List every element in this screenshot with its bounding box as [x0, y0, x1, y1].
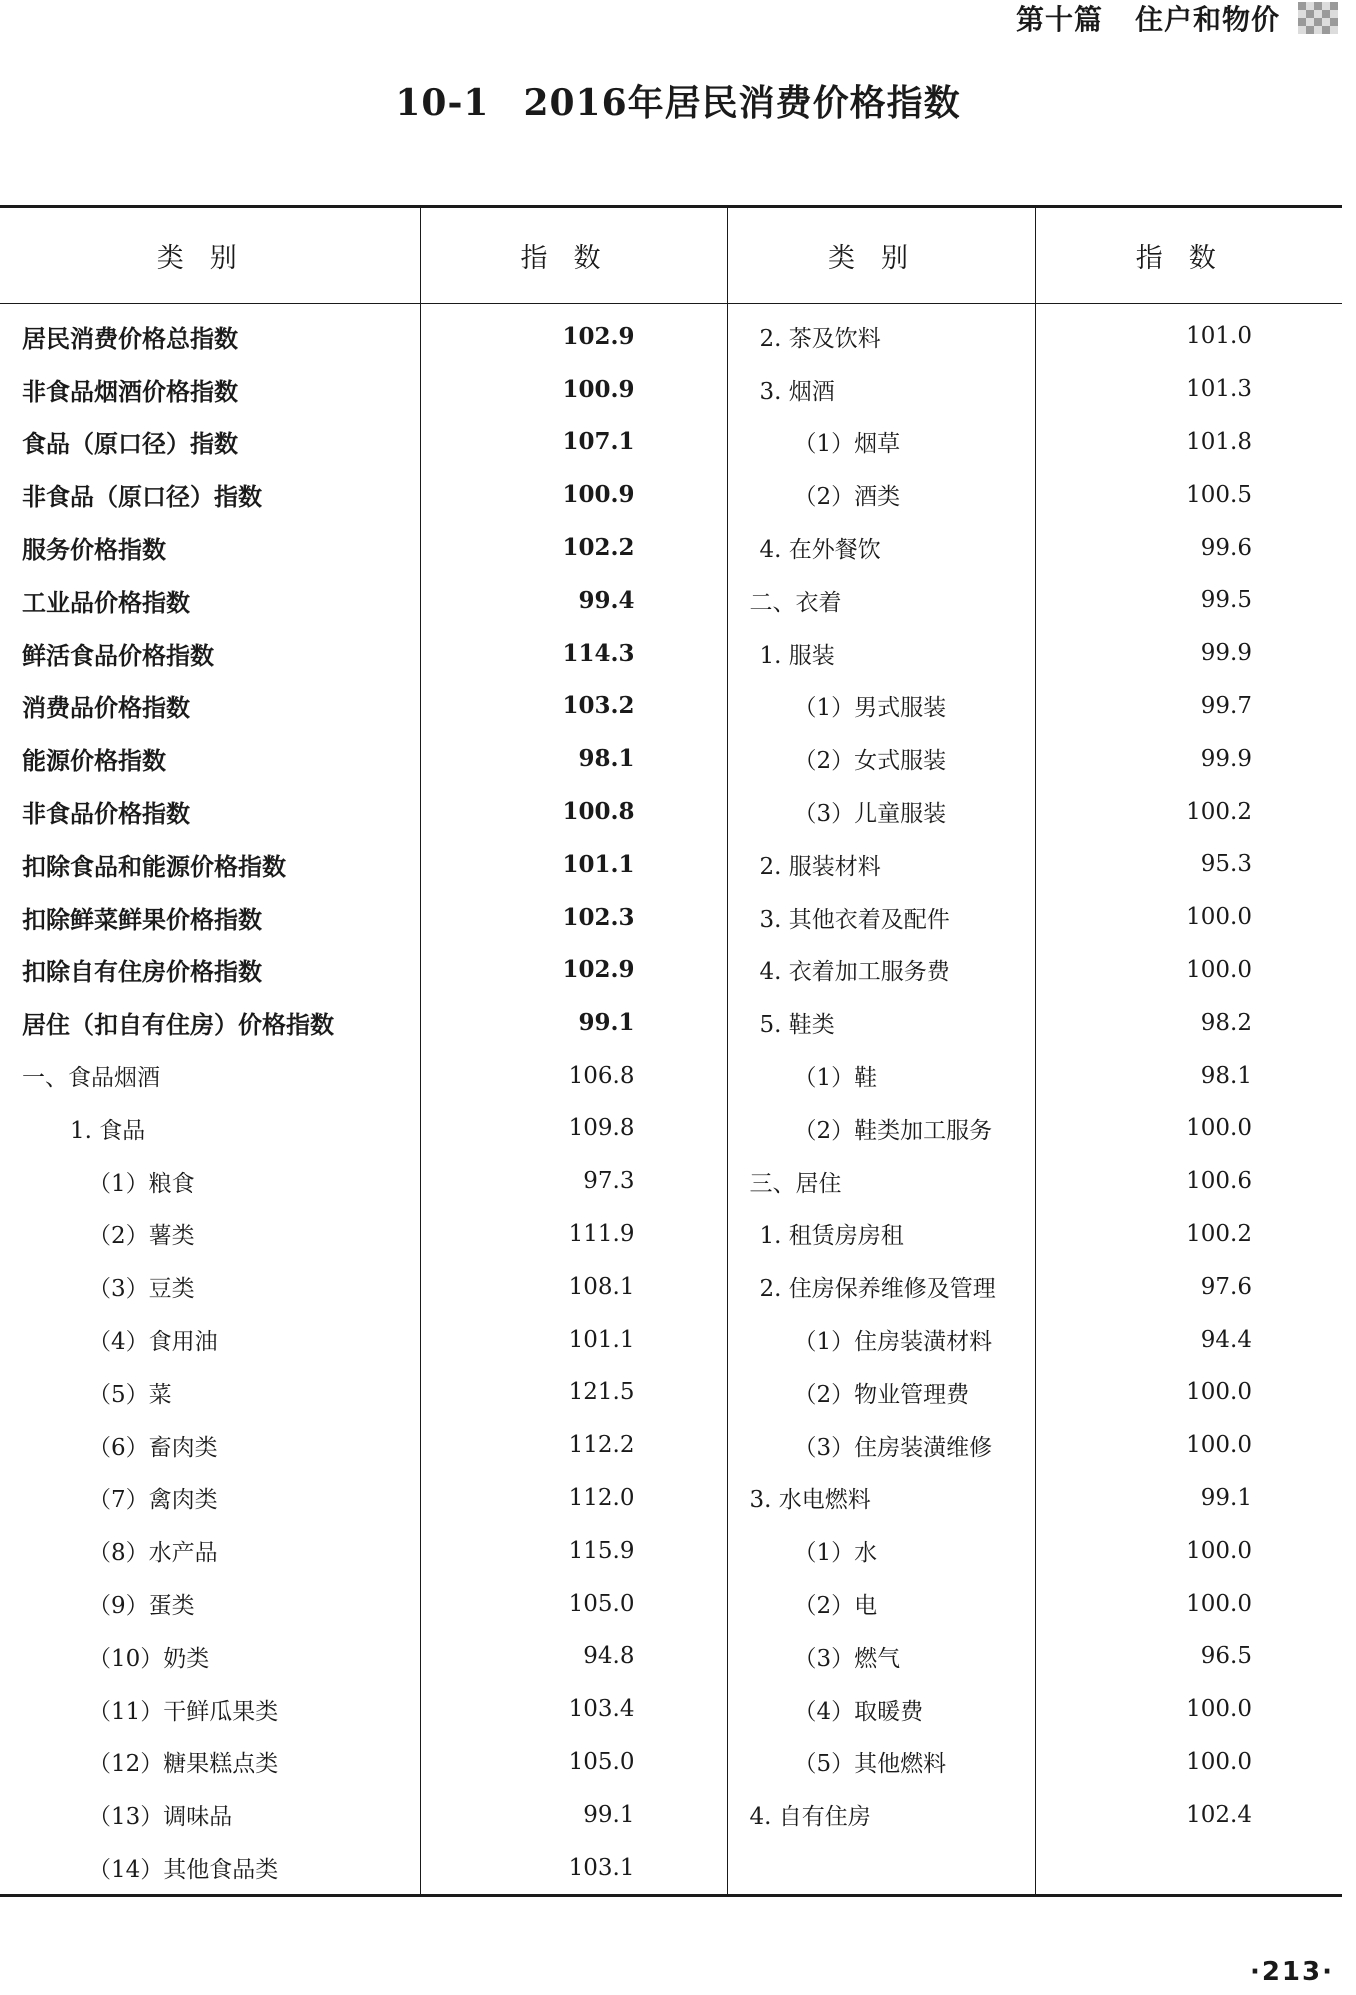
left-category-cell: （5）菜: [0, 1366, 420, 1419]
checker-decoration-icon: [1298, 2, 1338, 34]
left-category-cell: 服务价格指数: [0, 521, 420, 574]
right-category-cell: （2）鞋类加工服务: [727, 1102, 1035, 1155]
left-index-cell: 105.0: [420, 1577, 727, 1630]
left-category-cell: 能源价格指数: [0, 732, 420, 785]
left-index-cell: 107.1: [420, 416, 727, 469]
table-row: [0, 1683, 1342, 1736]
left-category-cell: （4）食用油: [0, 1313, 420, 1366]
right-category-cell: 3. 其他衣着及配件: [727, 891, 1035, 944]
left-index-cell: 109.8: [420, 1102, 727, 1155]
right-category-cell: （1）水: [727, 1524, 1035, 1577]
right-index-cell: 102.4: [1186, 1801, 1252, 1828]
left-index-cell: 102.2: [420, 521, 727, 574]
left-category-cell: 1. 食品: [0, 1102, 420, 1155]
right-category-cell: （3）儿童服装: [727, 785, 1035, 838]
right-category-cell: （2）物业管理费: [727, 1366, 1035, 1419]
right-category-cell: 1. 租赁房房租: [727, 1208, 1035, 1261]
right-index-cell: 100.0: [1186, 1590, 1252, 1617]
table-row: [0, 1102, 1342, 1155]
left-category-cell: 一、食品烟酒: [0, 1049, 420, 1102]
left-index-cell: 106.8: [420, 1049, 727, 1102]
left-index-cell: 94.8: [420, 1630, 727, 1683]
right-category-cell: （5）其他燃料: [727, 1736, 1035, 1789]
left-category-cell: 工业品价格指数: [0, 574, 420, 627]
right-category-cell: 三、居住: [727, 1155, 1035, 1208]
right-index-cell: 101.0: [1186, 323, 1252, 350]
right-category-cell: 2. 茶及饮料: [727, 304, 1035, 363]
right-category-cell: （1）住房装潢材料: [727, 1313, 1035, 1366]
right-index-cell: 100.0: [1186, 904, 1252, 931]
section-header-text: [1016, 0, 1280, 38]
left-category-cell: 非食品（原口径）指数: [0, 468, 420, 521]
left-index-cell: 111.9: [420, 1208, 727, 1261]
table-row: [0, 732, 1342, 785]
page-number: ·213·: [1249, 1957, 1334, 1987]
right-category-cell: 2. 住房保养维修及管理: [727, 1260, 1035, 1313]
right-category-cell: 3. 水电燃料: [727, 1472, 1035, 1525]
right-category-cell: （1）鞋: [727, 1049, 1035, 1102]
table-row: [0, 627, 1342, 680]
table-row: [0, 891, 1342, 944]
left-category-cell: 扣除食品和能源价格指数: [0, 838, 420, 891]
table-row: [0, 1524, 1342, 1577]
table-row: [0, 1313, 1342, 1366]
left-category-cell: 非食品烟酒价格指数: [0, 363, 420, 416]
left-index-cell: 102.9: [420, 304, 727, 363]
left-index-cell: 105.0: [420, 1736, 727, 1789]
left-category-cell: （12）糖果糕点类: [0, 1736, 420, 1789]
right-index-cell: 100.5: [1186, 481, 1252, 508]
right-index-cell: 100.0: [1186, 956, 1252, 983]
right-index-cell: 99.7: [1200, 692, 1252, 719]
table-row: [0, 1577, 1342, 1630]
left-index-cell: 97.3: [420, 1155, 727, 1208]
chapter-label: 第十篇: [1015, 3, 1103, 36]
right-index-cell: 98.2: [1200, 1009, 1252, 1036]
section-header: [1016, 0, 1338, 36]
left-index-cell: 101.1: [420, 838, 727, 891]
right-index-cell: 100.0: [1186, 1115, 1252, 1142]
left-index-cell: 102.3: [420, 891, 727, 944]
left-index-cell: 99.1: [420, 996, 727, 1049]
table-row: [0, 1208, 1342, 1261]
left-category-cell: 扣除自有住房价格指数: [0, 944, 420, 997]
left-index-cell: 100.9: [420, 363, 727, 416]
left-index-cell: 115.9: [420, 1524, 727, 1577]
right-category-cell: 4. 自有住房: [727, 1788, 1035, 1841]
right-category-cell: （3）燃气: [727, 1630, 1035, 1683]
left-index-cell: 121.5: [420, 1366, 727, 1419]
left-index-cell: 98.1: [420, 732, 727, 785]
right-index-cell: 95.3: [1200, 851, 1252, 878]
price-index-table: [0, 205, 1342, 1897]
right-category-cell: （2）女式服装: [727, 732, 1035, 785]
right-category-cell: 5. 鞋类: [727, 996, 1035, 1049]
left-index-cell: 100.9: [420, 468, 727, 521]
right-index-cell: 101.3: [1186, 376, 1252, 403]
page-title: [0, 75, 1356, 126]
right-category-cell: 2. 服装材料: [727, 838, 1035, 891]
right-category-cell: （2）酒类: [727, 468, 1035, 521]
table-row: [0, 1366, 1342, 1419]
table-row: [0, 680, 1342, 733]
table-row: [0, 1472, 1342, 1525]
right-category-cell: 4. 衣着加工服务费: [727, 944, 1035, 997]
right-category-cell: 二、衣着: [727, 574, 1035, 627]
chapter-title: 住户和物价: [1134, 3, 1280, 36]
right-category-cell: （2）电: [727, 1577, 1035, 1630]
right-index-cell: 99.6: [1200, 534, 1252, 561]
table-row: [0, 996, 1342, 1049]
left-index-cell: 103.2: [420, 680, 727, 733]
left-category-cell: （8）水产品: [0, 1524, 420, 1577]
right-index-cell: 99.9: [1200, 640, 1252, 667]
table-row: [0, 1049, 1342, 1102]
left-index-cell: 103.4: [420, 1683, 727, 1736]
right-category-cell: 3. 烟酒: [727, 363, 1035, 416]
table-row: [0, 416, 1342, 469]
left-category-cell: （9）蛋类: [0, 1577, 420, 1630]
table-body: [0, 304, 1342, 1896]
table-row: [0, 468, 1342, 521]
left-category-cell: （13）调味品: [0, 1788, 420, 1841]
header-index-right: 指数: [1035, 207, 1342, 304]
table-row: [0, 304, 1342, 363]
table-row: [0, 1841, 1342, 1895]
right-index-cell: [1035, 1841, 1342, 1895]
left-category-cell: （11）干鲜瓜果类: [0, 1683, 420, 1736]
right-index-cell: 100.0: [1186, 1696, 1252, 1723]
left-category-cell: （10）奶类: [0, 1630, 420, 1683]
left-index-cell: 112.0: [420, 1472, 727, 1525]
table-row: [0, 1630, 1342, 1683]
left-index-cell: 108.1: [420, 1260, 727, 1313]
right-index-cell: 100.0: [1186, 1432, 1252, 1459]
right-index-cell: 100.2: [1186, 1220, 1252, 1247]
right-category-cell: （4）取暖费: [727, 1683, 1035, 1736]
left-index-cell: 101.1: [420, 1313, 727, 1366]
table-row: [0, 1788, 1342, 1841]
table-row: [0, 1736, 1342, 1789]
left-category-cell: （14）其他食品类: [0, 1841, 420, 1895]
right-category-cell: （1）烟草: [727, 416, 1035, 469]
right-category-cell: 4. 在外餐饮: [727, 521, 1035, 574]
right-index-cell: 98.1: [1200, 1062, 1252, 1089]
table-title: 2016年居民消费价格指数: [523, 82, 961, 124]
table-number: 10-1: [395, 82, 490, 124]
left-category-cell: （7）禽肉类: [0, 1472, 420, 1525]
right-category-cell: 1. 服装: [727, 627, 1035, 680]
left-category-cell: 鲜活食品价格指数: [0, 627, 420, 680]
table-row: [0, 838, 1342, 891]
table-row: [0, 1260, 1342, 1313]
left-index-cell: 99.4: [420, 574, 727, 627]
left-category-cell: （6）畜肉类: [0, 1419, 420, 1472]
left-category-cell: 居民消费价格总指数: [0, 304, 420, 363]
right-index-cell: 94.4: [1200, 1326, 1252, 1353]
right-index-cell: 100.0: [1186, 1379, 1252, 1406]
left-index-cell: 112.2: [420, 1419, 727, 1472]
left-category-cell: （1）粮食: [0, 1155, 420, 1208]
left-category-cell: 扣除鲜菜鲜果价格指数: [0, 891, 420, 944]
right-index-cell: 99.1: [1200, 1484, 1252, 1511]
left-category-cell: （2）薯类: [0, 1208, 420, 1261]
right-category-cell: （1）男式服装: [727, 680, 1035, 733]
right-category-cell: （3）住房装潢维修: [727, 1419, 1035, 1472]
right-index-cell: 100.0: [1186, 1748, 1252, 1775]
header-index-left: 指数: [420, 207, 727, 304]
right-index-cell: 96.5: [1200, 1643, 1252, 1670]
right-category-cell: [727, 1841, 1035, 1895]
right-index-cell: 100.0: [1186, 1537, 1252, 1564]
table-row: [0, 944, 1342, 997]
left-category-cell: （3）豆类: [0, 1260, 420, 1313]
left-index-cell: 114.3: [420, 627, 727, 680]
right-index-cell: 101.8: [1186, 428, 1252, 455]
left-category-cell: 居住（扣自有住房）价格指数: [0, 996, 420, 1049]
table-row: [0, 785, 1342, 838]
right-index-cell: 100.2: [1186, 798, 1252, 825]
left-index-cell: 100.8: [420, 785, 727, 838]
left-category-cell: 消费品价格指数: [0, 680, 420, 733]
table-header-row: [0, 207, 1342, 304]
table-row: [0, 1155, 1342, 1208]
right-index-cell: 99.9: [1200, 745, 1252, 772]
table-row: [0, 574, 1342, 627]
left-category-cell: 非食品价格指数: [0, 785, 420, 838]
header-category-right: 类别: [727, 207, 1035, 304]
table-row: [0, 363, 1342, 416]
header-category-left: 类别: [0, 207, 420, 304]
left-index-cell: 99.1: [420, 1788, 727, 1841]
table-row: [0, 521, 1342, 574]
right-index-cell: 99.5: [1200, 587, 1252, 614]
table-row: [0, 1419, 1342, 1472]
left-index-cell: 102.9: [420, 944, 727, 997]
left-index-cell: 103.1: [420, 1841, 727, 1895]
right-index-cell: 100.6: [1186, 1168, 1252, 1195]
left-category-cell: 食品（原口径）指数: [0, 416, 420, 469]
right-index-cell: 97.6: [1200, 1273, 1252, 1300]
